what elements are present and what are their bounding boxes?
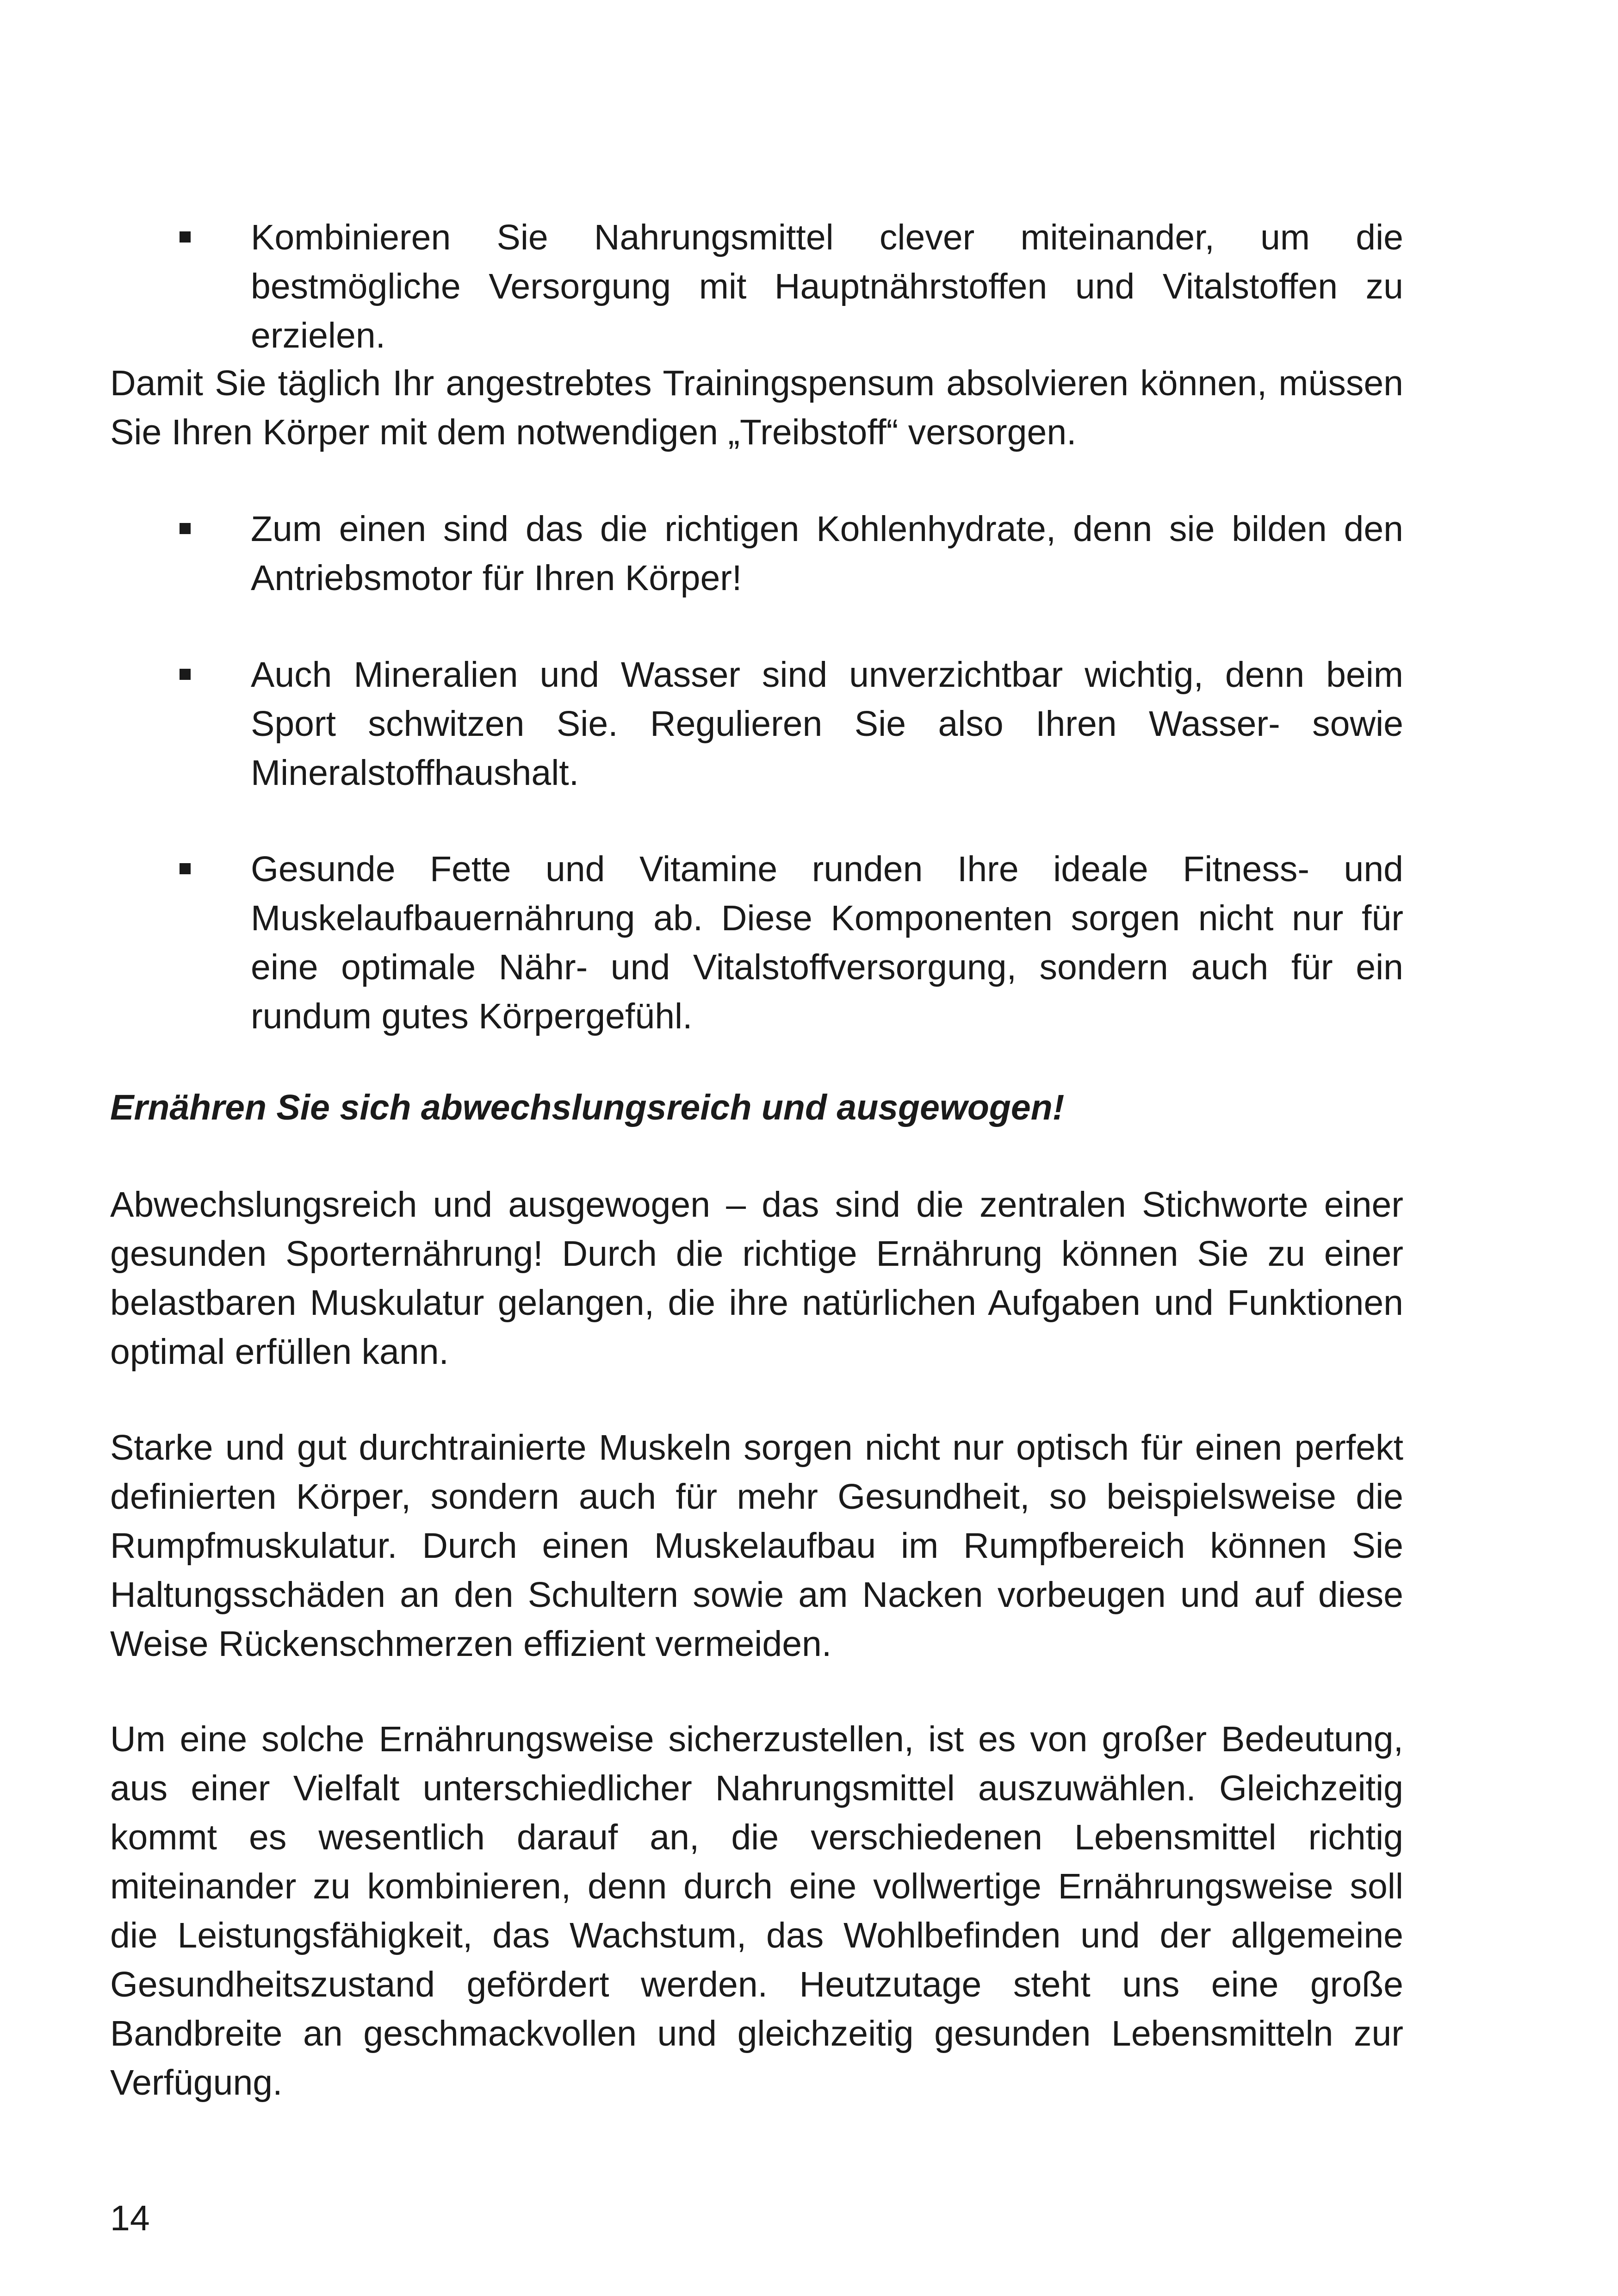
body-paragraph: Um eine solche Ernährungsweise sicherzustellen, ist es von großer Bedeutung, aus einer Vielfalt unterschiedlicher Nahrungsmittel auszuwählen. Gleichzeitig kommt es wesentlich darauf an, die verschiedenen Lebensmittel richtig miteinander zu kombinieren, denn durch eine vollwertige Ernährungsweise soll die Leistungsfähigkeit, das Wachstum, das Wohlbefinden und der allgemeine Gesundheitszustand gefördert werden. Heutzutage steht uns eine große Bandbreite an geschmackvollen und gleichzeitig gesunden Lebensmitteln zur Verfügung. [110, 1719, 1403, 2103]
intro-paragraph: Damit Sie täglich Ihr angestrebtes Trainingspensum absolvieren können, müssen Sie Ihren Körper mit dem notwendigen „Treibstoff“ versorgen. [110, 363, 1403, 452]
body-paragraph: Abwechslungsreich und ausgewogen – das sind die zentralen Stichworte einer gesunden Sporternährung! Durch die richtige Ernährung können Sie zu einer belastbaren Muskulatur gelangen, die ihre natürlichen Aufgaben und Funktionen optimal erfüllen kann. [110, 1185, 1403, 1372]
bullet-text: Gesunde Fette und Vitamine runden Ihre ideale Fitness- und Muskelaufbauernährung ab. Diese Komponenten sorgen nicht nur für eine optimale Nähr- und Vitalstoffversorgung, sondern auch für ein rundum gutes Körpergefühl. [251, 849, 1403, 1036]
square-bullet-icon [180, 669, 191, 680]
bullet-item [180, 213, 1403, 360]
page-number: 14 [110, 2198, 150, 2238]
bullet-text: Kombinieren Sie Nahrungsmittel clever miteinander, um die bestmögliche Versorgung mit Hauptnährstoffen und Vitalstoffen zu erzielen. [251, 218, 1403, 355]
bullet-item [180, 845, 1403, 1041]
bullet-item [180, 504, 1403, 603]
body-paragraph: Starke und gut durchtrainierte Muskeln sorgen nicht nur optisch für einen perfekt definierten Körper, sondern auch für mehr Gesundheit, so beispielsweise die Rumpfmuskulatur. Durch einen Muskelaufbau im Rumpfbereich können Sie Haltungsschäden an den Schultern sowie am Nacken vorbeugen und auf diese Weise Rückenschmerzen effizient vermeiden. [110, 1428, 1403, 1664]
bullet-item [180, 650, 1403, 797]
square-bullet-icon [180, 523, 191, 534]
square-bullet-icon [180, 863, 191, 874]
bullet-text: Auch Mineralien und Wasser sind unverzichtbar wichtig, denn beim Sport schwitzen Sie. Regulieren Sie also Ihren Wasser- sowie Mineralstoffhaushalt. [251, 655, 1403, 793]
bullet-text: Zum einen sind das die richtigen Kohlenhydrate, denn sie bilden den Antriebsmotor für Ihren Körper! [251, 509, 1403, 598]
square-bullet-icon [180, 231, 191, 243]
section-heading: Ernähren Sie sich abwechslungsreich und ausgewogen! [110, 1088, 1065, 1127]
